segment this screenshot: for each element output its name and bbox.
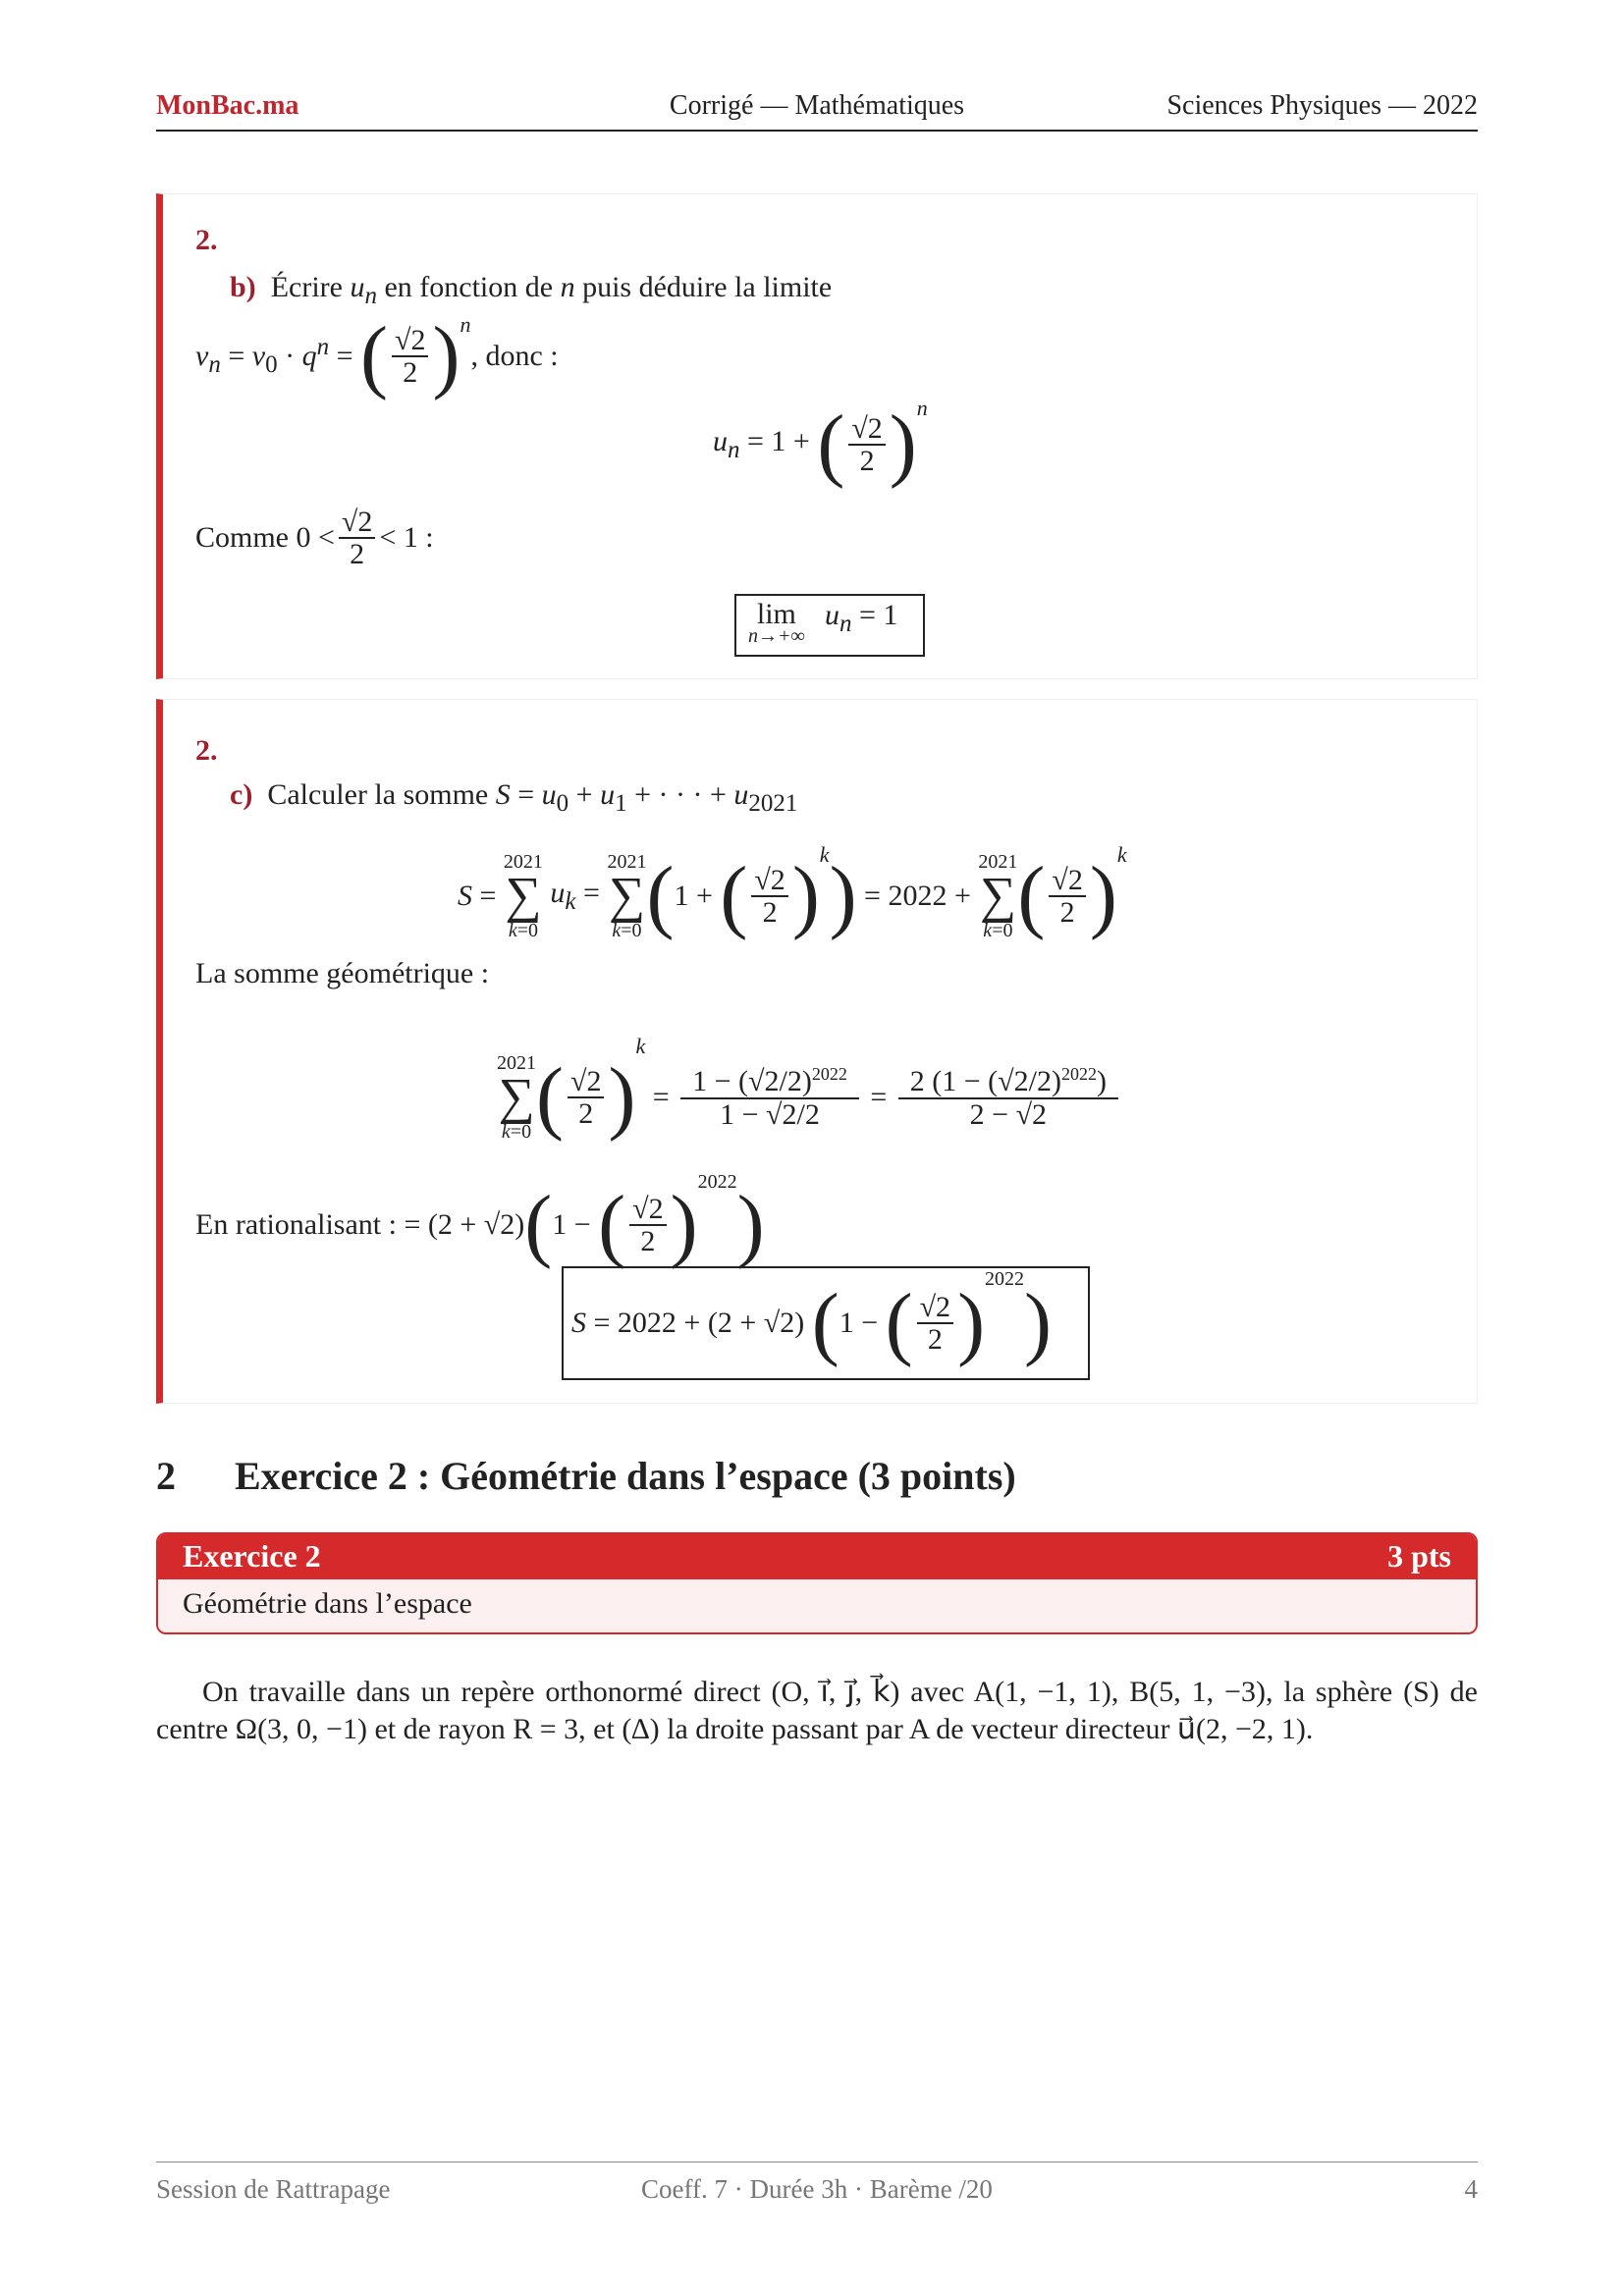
comme-end-text: < 1 : — [379, 521, 434, 554]
solution-card-2b — [156, 193, 1478, 679]
rationalization-text: En rationalisant : = (2 + √2) — [195, 1208, 525, 1241]
header-subject: Sciences Physiques — 2022 — [1166, 90, 1478, 121]
page-number: 4 — [1464, 2174, 1478, 2204]
geometric-sum-formula: 2021 ∑ k=0 ( $\frac{√2}{2}$ ) $^k$ = $\frac{1 - (√2/2)^{2022}}{1 - √2/2}$ = $\frac{2 (1 - (√2/2)^{2022})}{2 - √2}$ — [497, 1034, 1122, 1161]
comme-line: Comme 0 < $\frac{√2}{2}$ < 1 : — [195, 505, 434, 570]
limit-result-box: lim n→+∞ $u_n = 1$ — [734, 594, 925, 657]
geometric-sum-label: La somme géométrique : — [195, 957, 490, 989]
section-number: 2 — [156, 1454, 176, 1498]
question-letter: c) — [230, 778, 253, 811]
vn-formula: $v_n = v_0 \cdot q^n$ = ( $\frac{√2}{2}$ ) $^n$ , donc : — [195, 310, 559, 401]
footer-session: Session de Rattrapage — [156, 2174, 391, 2204]
solution-card-2c — [156, 699, 1478, 1404]
header-title: Corrigé — Mathématiques — [669, 90, 965, 121]
question-text: c) Calculer la somme $S = u_0 + u_1$ + · · · + $u_{2021}$ — [230, 778, 798, 817]
footer-info: Coeff. 7 · Durée 3h · Barème /20 — [641, 2174, 993, 2204]
question-number: 2. — [195, 224, 218, 256]
question-letter: b) — [230, 271, 256, 303]
question-text: b) Écrire $u_n$ en fonction de n puis déduire la limite — [230, 271, 833, 309]
un-formula: $u_n = 1$ + ( $\frac{√2}{2}$ ) $^n$ — [713, 396, 928, 490]
exercise-statement: On travaille dans un repère orthonormé direct (O, i⃗, j⃗, k⃗) avec A(1, −1, 1), B(5, 1, −3), la sphère (S) de centre Ω(3, 0, −1) et de rayon R = 3, et (∆) la droite passant par A de vecteur directeur u⃗(2, −2, 1). — [156, 1676, 1478, 1745]
page-footer — [156, 2162, 1478, 2204]
exercise-box-header — [158, 1534, 1476, 1579]
section-heading — [156, 1453, 1016, 1499]
exercise-subtitle: Géométrie dans l’espace — [158, 1579, 1476, 1634]
exercise-title: Exercice 2 — [183, 1538, 321, 1574]
page-header — [156, 90, 1478, 132]
section-title: Exercice 2 : Géométrie dans l’espace (3 points) — [235, 1454, 1016, 1498]
sum-formula: S = 2021 ∑ k=0 $u_k$ = 2021 ∑ k=0 ( 1 + ( $\frac{√2}{2}$ ) $^k$ ) = 2022 + 2021 ∑ k=0 ( $\frac{√2}{2}$ ) $^k$ — [458, 842, 1127, 941]
exercise-points: 3 pts — [1387, 1538, 1451, 1574]
sum-result-box: S = 2022 + (2 + √2) ( 1 − ( $\frac{√2}{2}$ ) $^{2022}$ ) — [562, 1266, 1090, 1380]
comme-text: Comme 0 < — [195, 521, 335, 554]
exercise-box — [156, 1532, 1478, 1634]
question-number: 2. — [195, 734, 218, 767]
rationalization-line: En rationalisant : = (2 + √2) ( 1 − ( $\frac{√2}{2}$ ) $^{2022}$ ) — [195, 1171, 765, 1270]
donc-text: , donc : — [470, 340, 559, 372]
brand-name: MonBac.ma — [156, 90, 299, 121]
